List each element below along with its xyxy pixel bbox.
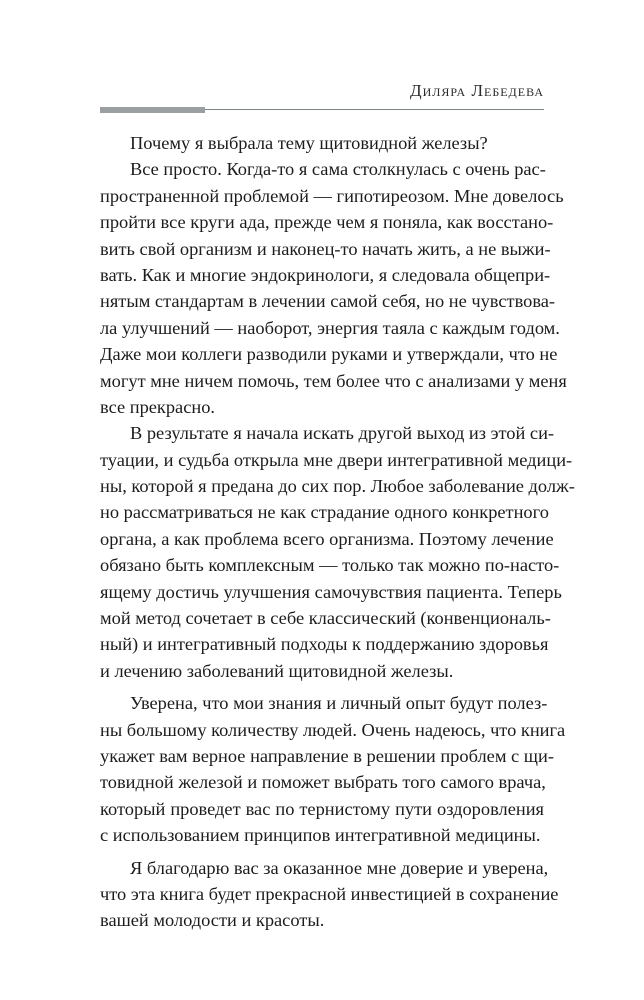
text-line: обязано быть комплексным — только так можно по-насто- — [100, 555, 560, 576]
text-line: что эта книга будет прекрасной инвестицией в сохранение — [100, 883, 559, 904]
text-line: вашей молодости и красоты. — [100, 910, 325, 931]
text-line: товидной железой и поможет выбрать того самого врача, — [100, 772, 546, 793]
text-line: могут мне ничем помочь, тем более что с анализами у меня — [100, 370, 567, 391]
paragraph — [100, 690, 566, 848]
text-line: все прекрасно. — [100, 396, 216, 417]
text-line: ны большому количеству людей. Очень надеюсь, что книга — [100, 719, 566, 740]
text-line: ны, которой я предана до сих пор. Любое заболевание долж- — [100, 476, 575, 497]
text-line: но рассматриваться не как страдание одного конкретного — [100, 502, 549, 523]
text-line: и лечению заболеваний щитовидной железы. — [100, 660, 454, 681]
author-name: Диляра Лебедева — [410, 81, 544, 100]
text-line: Почему я выбрала тему щитовидной железы? — [130, 133, 488, 153]
text-line: который проведет вас по тернистому пути оздоровления — [100, 798, 544, 819]
text-line: пространенной проблемой — гипотиреозом. Мне довелось — [100, 185, 564, 206]
text-line: ный) и интегративный подходы к поддержанию здоровья — [100, 634, 549, 655]
text-line: туации, и судьба открыла мне двери интегративной медици- — [100, 449, 573, 470]
paragraph — [100, 420, 575, 684]
text-line: вить свой организм и наконец-то начать жить, а не выжи- — [100, 238, 551, 259]
text-line: Даже мои коллеги разводили руками и утверждали, что не — [100, 344, 558, 365]
text-line: вать. Как и многие эндокринологи, я следовала общепри- — [100, 264, 551, 285]
header-rule — [205, 109, 544, 110]
text-line: ящему достичь улучшения самочувствия пациента. Теперь — [100, 581, 562, 602]
text-line: Я благодарю вас за оказанное мне доверие и уверена, — [130, 857, 549, 878]
text-line: органа, а как проблема всего организма. Поэтому лечение — [100, 528, 554, 549]
text-line: мой метод сочетает в себе классический (конвенциональ- — [100, 608, 551, 629]
text-line: ла улучшений — наоборот, энергия таяла с каждым годом. — [100, 317, 560, 338]
text-line: В результате я начала искать другой выход из этой си- — [130, 423, 555, 444]
paragraph — [100, 156, 567, 420]
text-line: нятым стандартам в лечении самой себя, но не чувствова- — [100, 291, 556, 312]
body-text — [100, 130, 575, 934]
running-header — [100, 80, 544, 116]
text-line: пройти все круги ада, прежде чем я поняла, как восстано- — [100, 212, 554, 233]
text-line: Уверена, что мои знания и личный опыт будут полез- — [130, 693, 548, 714]
text-line: с использованием принципов интегративной медицины. — [100, 825, 541, 846]
text-line: Все просто. Когда-то я сама столкнулась с очень рас- — [130, 159, 546, 180]
paragraph — [100, 855, 559, 934]
paragraph — [100, 130, 544, 156]
text-line: укажет вам верное направление в решении проблем с щи- — [100, 745, 554, 766]
header-accent-bar — [100, 107, 205, 113]
